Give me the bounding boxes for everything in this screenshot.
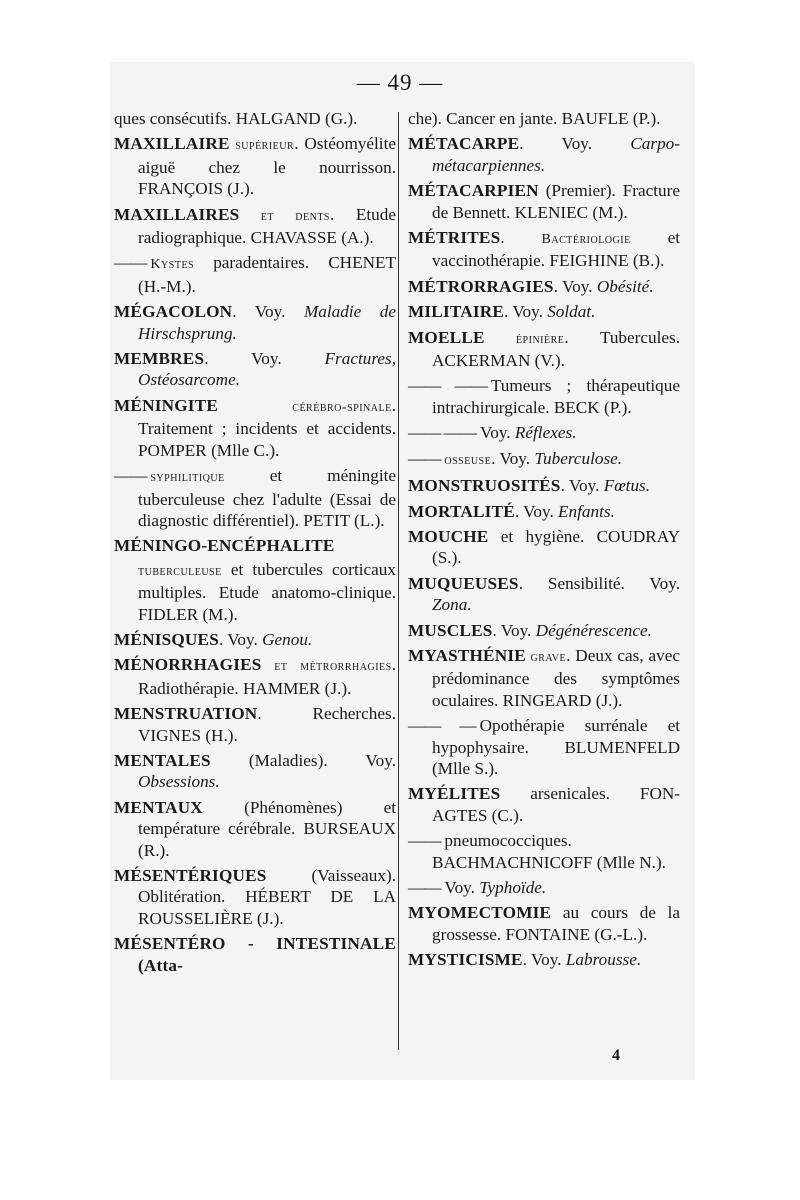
- entry-keyword: MÉSENTÉRIQUES: [114, 866, 267, 885]
- entry-crossref: Zona.: [432, 595, 472, 615]
- entry-keyword: MÉGACOLON: [114, 302, 233, 322]
- entry-keyword: MÉTRORRAGIES: [408, 276, 554, 296]
- entry-text: Voy.: [480, 423, 515, 443]
- entry-text: . Recherches. VIGNES (H.).: [138, 704, 396, 745]
- index-entry: [408, 620, 680, 641]
- index-entry: [408, 501, 680, 522]
- index-entry: [114, 301, 396, 344]
- entry-text: et hygiène. COUDRAY (S.).: [432, 526, 680, 568]
- index-entry: [408, 375, 680, 418]
- entry-keyword: MILITAIRE: [408, 302, 505, 322]
- entry-text: ques consécutifs. HALGAND (G.).: [114, 109, 358, 128]
- entry-keyword: MUSCLES: [408, 620, 493, 640]
- entry-keyword: MAXILLAIRES: [114, 204, 240, 224]
- entry-text: . Traitement ; incidents et accidents. POMPER (Mlle C.).: [138, 395, 396, 460]
- entry-keyword: MYÉLITES: [408, 784, 501, 804]
- index-entry: [114, 797, 396, 861]
- entry-crossref: Fœtus.: [603, 476, 651, 496]
- entry-keyword: MONSTRUOSITÉS: [408, 476, 561, 496]
- entry-text: . Voy.: [560, 476, 604, 496]
- entry-keyword: MÉNINGO-ENCÉPHALITE: [114, 536, 335, 556]
- entry-crossref: Réflexes.: [514, 423, 577, 443]
- index-entry: [408, 227, 680, 272]
- entry-text: . Voy.: [218, 629, 263, 649]
- entry-keyword: MENTAUX: [114, 797, 203, 817]
- index-entry: [114, 535, 396, 625]
- entry-keyword: MUQUEUSES: [408, 573, 519, 593]
- index-entry: [114, 750, 396, 793]
- entry-text: et dents: [239, 207, 330, 224]
- index-entry: [408, 715, 680, 779]
- entry-keyword: MYSTICISME: [408, 950, 523, 970]
- entry-crossref: Labrousse.: [565, 950, 642, 970]
- ditto-dash: ——: [408, 448, 441, 468]
- entry-text: . Voy.: [491, 448, 535, 468]
- entry-keyword: MEMBRES: [114, 349, 205, 369]
- column-divider: [398, 112, 399, 1050]
- entry-keyword: MÉSENTÉRO - INTESTINALE: [114, 934, 396, 954]
- entry-text: et métrorrhagies: [261, 658, 392, 675]
- ditto-dash: ——: [114, 466, 147, 486]
- entry-text: grave: [525, 648, 567, 665]
- page-number: — 49 —: [356, 70, 444, 95]
- entry-text: (Phénomènes) et température cérébrale. BURSEAUX (R.).: [138, 797, 396, 860]
- ditto-dash: ——: [408, 831, 441, 851]
- entry-text: Opothérapie surrénale et hypophysaire. BLUMENFELD (Mlle S.).: [432, 716, 680, 778]
- entry-text: . Tubercules. ACKERMAN (V.).: [432, 327, 680, 371]
- entry-text: cérébro-spinale: [218, 398, 392, 415]
- index-entry: [408, 108, 680, 129]
- entry-text: et tubercules corticaux multiples. Etude anatomo-clinique. FIDLER (M.).: [138, 559, 396, 624]
- entry-text: paradentaires. CHENET (H.-M.).: [138, 253, 396, 296]
- index-entry: [408, 949, 680, 970]
- index-entry: [408, 645, 680, 711]
- entry-text: épinière: [484, 330, 565, 347]
- entry-crossref: Genou.: [262, 629, 313, 649]
- index-entry: [114, 252, 396, 297]
- index-entry: [114, 204, 396, 249]
- index-entry: [114, 629, 396, 650]
- entry-crossref: Obésité.: [596, 276, 654, 296]
- entry-text: . Sensibilité. Voy.: [518, 573, 680, 593]
- index-entry: [114, 133, 396, 199]
- index-entry: [408, 573, 680, 616]
- index-entry: [114, 933, 396, 976]
- entry-keyword: MÉNINGITE: [114, 395, 218, 415]
- left-column: [114, 108, 396, 980]
- ditto-dash: ——: [408, 878, 441, 897]
- entry-text: . Voy.: [519, 134, 631, 154]
- index-entry: [114, 465, 396, 531]
- entry-keyword: MYASTHÉNIE: [408, 645, 526, 665]
- entry-crossref: Obsessions.: [138, 772, 220, 792]
- entry-text: syphilitique: [150, 469, 225, 486]
- entry-text: et méningite tuberculeuse chez l'adulte (Essai de diagnostic différentiel). PETIT (L.).: [138, 466, 396, 530]
- entry-keyword: MÉNISQUES: [114, 629, 219, 649]
- entry-text: Voy.: [444, 878, 480, 897]
- entry-text: . Voy.: [514, 501, 559, 521]
- index-entry: [408, 877, 680, 898]
- entry-keyword: (Atta-: [138, 955, 184, 975]
- entry-keyword: MENTALES: [114, 750, 211, 770]
- entry-text: au cours de la grossesse. FONTAINE (G.-L.).: [432, 903, 680, 944]
- entry-text: tuberculeuse: [138, 562, 222, 579]
- signature-mark: 4: [612, 1047, 620, 1064]
- entry-text: .: [500, 228, 542, 248]
- entry-text: . Voy.: [522, 950, 566, 970]
- entry-crossref: Maladie de Hirschsprung.: [138, 302, 396, 343]
- index-entry: [408, 327, 680, 372]
- entry-keyword: MÉNORRHAGIES: [114, 655, 262, 675]
- ditto-dash: —— —: [408, 716, 476, 736]
- index-entry: [114, 395, 396, 461]
- entry-keyword: MÉTRITES: [408, 228, 501, 248]
- index-entry: [408, 902, 680, 945]
- entry-crossref: Carpo-métacarpiennes.: [432, 134, 680, 175]
- entry-text: . Voy.: [492, 620, 536, 640]
- index-entry: [408, 422, 680, 443]
- index-entry: [408, 448, 680, 471]
- entry-text: . Voy.: [504, 302, 548, 322]
- index-entry: [114, 703, 396, 746]
- entry-text: supérieur: [229, 137, 295, 154]
- index-entry: [408, 783, 680, 826]
- entry-text: pneumococciques. BACHMACHNICOFF (Mlle N.).: [432, 831, 666, 872]
- entry-text: . Voy.: [232, 302, 304, 322]
- index-entry: [408, 133, 680, 176]
- index-entry: [114, 865, 396, 929]
- entry-keyword: MOELLE: [408, 327, 485, 347]
- entry-text: . Etude radiographique. CHAVASSE (A.).: [138, 204, 396, 248]
- index-entry: [408, 180, 680, 223]
- right-column: [408, 108, 680, 975]
- entry-keyword: MÉTACARPIEN: [408, 181, 539, 201]
- index-entry: [408, 830, 680, 873]
- entry-crossref: Tuberculose.: [534, 448, 623, 468]
- ditto-dash: —— ——: [408, 423, 477, 443]
- entry-crossref: Fractures, Ostéosarcome.: [138, 349, 396, 390]
- index-entry: [114, 654, 396, 699]
- entry-text: (Vaisseaux). Oblitération. HÉBERT DE LA ROUSSELIÈRE (J.).: [138, 866, 396, 928]
- entry-text: osseuse: [444, 451, 492, 468]
- entry-text: . Radiothérapie. HAMMER (J.).: [138, 655, 396, 698]
- entry-text: . Voy.: [204, 349, 325, 369]
- ditto-dash: —— ——: [408, 376, 487, 396]
- index-entry: [114, 348, 396, 391]
- entry-text: . Deux cas, avec prédominance des symptômes oculaires. RINGEARD (J.).: [432, 645, 680, 710]
- entry-keyword: MYOMECTOMIE: [408, 903, 552, 923]
- index-entry: [408, 526, 680, 569]
- entry-text: Bactériologie: [541, 231, 631, 248]
- entry-keyword: MORTALITÉ: [408, 501, 515, 521]
- entry-text: et vaccinothérapie. FEIGHINE (B.).: [432, 228, 680, 271]
- entry-keyword: MOUCHE: [408, 526, 489, 546]
- entry-keyword: MAXILLAIRE: [114, 134, 230, 154]
- entry-crossref: Dégénérescence.: [535, 620, 652, 640]
- index-entry: [114, 108, 396, 129]
- index-entry: [408, 301, 680, 322]
- index-entry: [408, 475, 680, 496]
- entry-keyword: MÉTACARPE: [408, 134, 520, 154]
- index-entry: [408, 276, 680, 297]
- entry-text: . Voy.: [553, 276, 597, 296]
- entry-keyword: MENSTRUATION: [114, 704, 258, 724]
- entry-text: Kystes: [150, 256, 195, 273]
- entry-crossref: Enfants.: [558, 501, 615, 521]
- entry-crossref: Soldat.: [547, 302, 596, 322]
- entry-text: (Premier). Fracture de Bennett. KLENIEC (M.).: [432, 181, 680, 222]
- entry-text: arsenicales. FON-AGTES (C.).: [432, 784, 680, 825]
- entry-crossref: Typhoïde.: [479, 878, 547, 897]
- entry-text: (Maladies). Voy.: [210, 750, 396, 770]
- entry-text: Tumeurs ; thérapeutique intrachirurgicale. BECK (P.).: [432, 376, 680, 417]
- entry-text: . Ostéomyélite aiguë chez le nourrisson. FRANÇOIS (J.).: [138, 134, 396, 199]
- ditto-dash: ——: [114, 253, 147, 273]
- entry-text: che). Cancer en jante. BAUFLE (P.).: [408, 109, 661, 128]
